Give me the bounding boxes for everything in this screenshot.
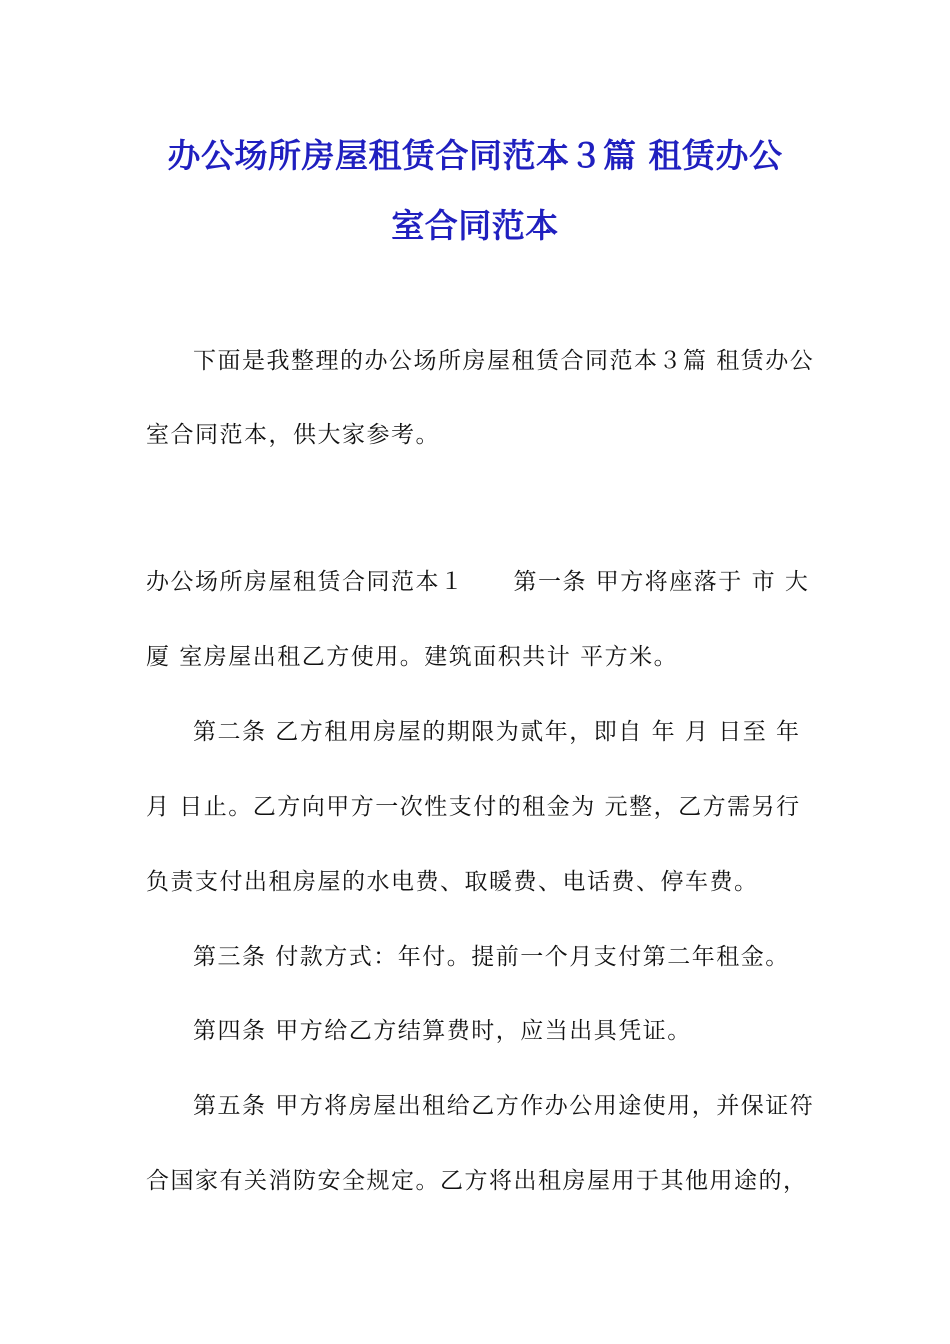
contract-1-article-1-line-2: 厦 室房屋出租乙方使用。建筑面积共计 平方米。 [146, 644, 679, 670]
intro-line-1: 下面是我整理的办公场所房屋租赁合同范本３篇 租赁办公 [193, 348, 815, 374]
article-4-line: 第四条 甲方给乙方结算费时，应当出具凭证。 [193, 1018, 692, 1044]
article-3-line: 第三条 付款方式：年付。提前一个月支付第二年租金。 [193, 944, 790, 970]
article-5-line-1: 第五条 甲方将房屋出租给乙方作办公用途使用，并保证符 [193, 1093, 815, 1119]
intro-line-2: 室合同范本，供大家参考。 [146, 422, 440, 448]
article-2-line-3: 负责支付出租房屋的水电费、取暖费、电话费、停车费。 [146, 869, 759, 895]
contract-1-article-1-line-1: 办公场所房屋租赁合同范本１ 第一条 甲方将座落于 市 大 [146, 569, 810, 595]
article-5-line-2: 合国家有关消防安全规定。乙方将出租房屋用于其他用途的， [146, 1168, 808, 1194]
article-2-line-2: 月 日止。乙方向甲方一次性支付的租金为 元整，乙方需另行 [146, 794, 801, 820]
article-2-line-1: 第二条 乙方租用房屋的期限为贰年，即自 年 月 日至 年 [193, 719, 801, 745]
document-title-line-2: 室合同范本 [391, 206, 559, 245]
document-title-line-1: 办公场所房屋租赁合同范本３篇 租赁办公 [167, 136, 783, 175]
